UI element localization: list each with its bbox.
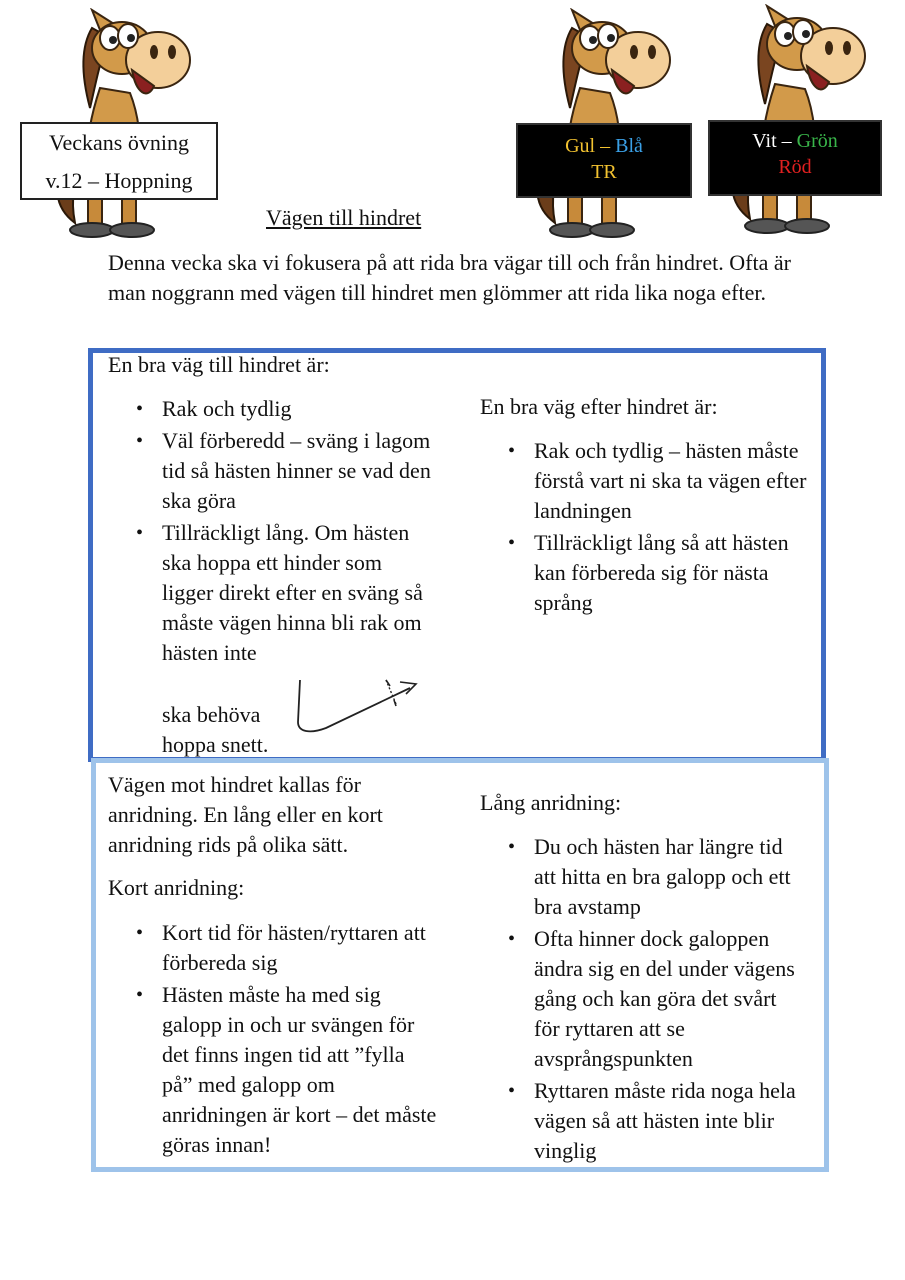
box1-left-list — [108, 394, 438, 668]
list-item-continuation: hoppa snett. — [162, 732, 269, 757]
box2-left-list — [108, 918, 438, 1162]
label-rod: Röd — [778, 156, 812, 178]
page-title: Vägen till hindret — [266, 205, 422, 230]
list-item: • Tillräckligt lång. Om hästen ska hoppa ett hinder som ligger direkt efter en sväng så måste vägen hinna bli rak om hästen inte — [108, 518, 438, 668]
list-item: • Du och hästen har längre tid att hitta en bra galopp och ett bra avstamp — [480, 832, 800, 922]
horse-right-icon — [705, 4, 905, 234]
list-item-continuation: ska behöva — [162, 702, 261, 727]
box1-right-list — [480, 436, 810, 620]
dash: – — [776, 130, 797, 152]
path-curve-sketch — [290, 672, 430, 742]
label-vit: Vit — [752, 130, 777, 152]
box1-left-heading: En bra väg till hindret är: — [108, 352, 330, 377]
sign-line-1: Veckans övning — [49, 130, 189, 155]
week-exercise-sign — [20, 122, 218, 200]
box2-left-intro: Vägen mot hindret kallas för anridning. En lång eller en kort anridning rids på olika sätt. — [108, 772, 383, 857]
intro-paragraph: Denna vecka ska vi fokusera på att rida bra vägar till och från hindret. Ofta är man noggrann med vägen till hindret men glömmer att rida lika noga efter. — [108, 250, 791, 305]
list-item: • Rak och tydlig – hästen måste förstå vart ni ska ta vägen efter landningen — [480, 436, 810, 526]
list-item: • Tillräckligt lång så att hästen kan förbereda sig för nästa språng — [480, 528, 810, 618]
label-bla: Blå — [615, 135, 643, 157]
sign-line-2: v.12 – Hoppning — [45, 168, 193, 193]
dash: – — [595, 135, 616, 157]
list-item: • Rak och tydlig — [108, 394, 438, 424]
group-sign-gul-bla — [516, 123, 692, 198]
list-item: • Ofta hinner dock galoppen ändra sig en del under vägens gång och kan göra det svårt för ryttaren att se avsprångspunkten — [480, 924, 800, 1074]
label-gul: Gul — [565, 135, 596, 157]
box2-left-heading: Kort anridning: — [108, 875, 245, 900]
box1-right-heading: En bra väg efter hindret är: — [480, 394, 718, 419]
list-item: • Kort tid för hästen/ryttaren att förbereda sig — [108, 918, 438, 978]
list-item: • Ryttaren måste rida noga hela vägen så att hästen inte blir vinglig — [480, 1076, 800, 1166]
box2-right-heading: Lång anridning: — [480, 790, 622, 815]
box2-right-list — [480, 832, 800, 1168]
list-item: • Hästen måste ha med sig galopp in och ur svängen för det finns ingen tid att ”fylla på” med galopp om anridningen är kort – det måste göras innan! — [108, 980, 438, 1160]
group-sign-vit-gron-rod — [708, 120, 882, 196]
label-gron: Grön — [796, 130, 838, 152]
label-tr: TR — [591, 161, 617, 183]
list-item: • Väl förberedd – sväng i lagom tid så hästen hinner se vad den ska göra — [108, 426, 438, 516]
